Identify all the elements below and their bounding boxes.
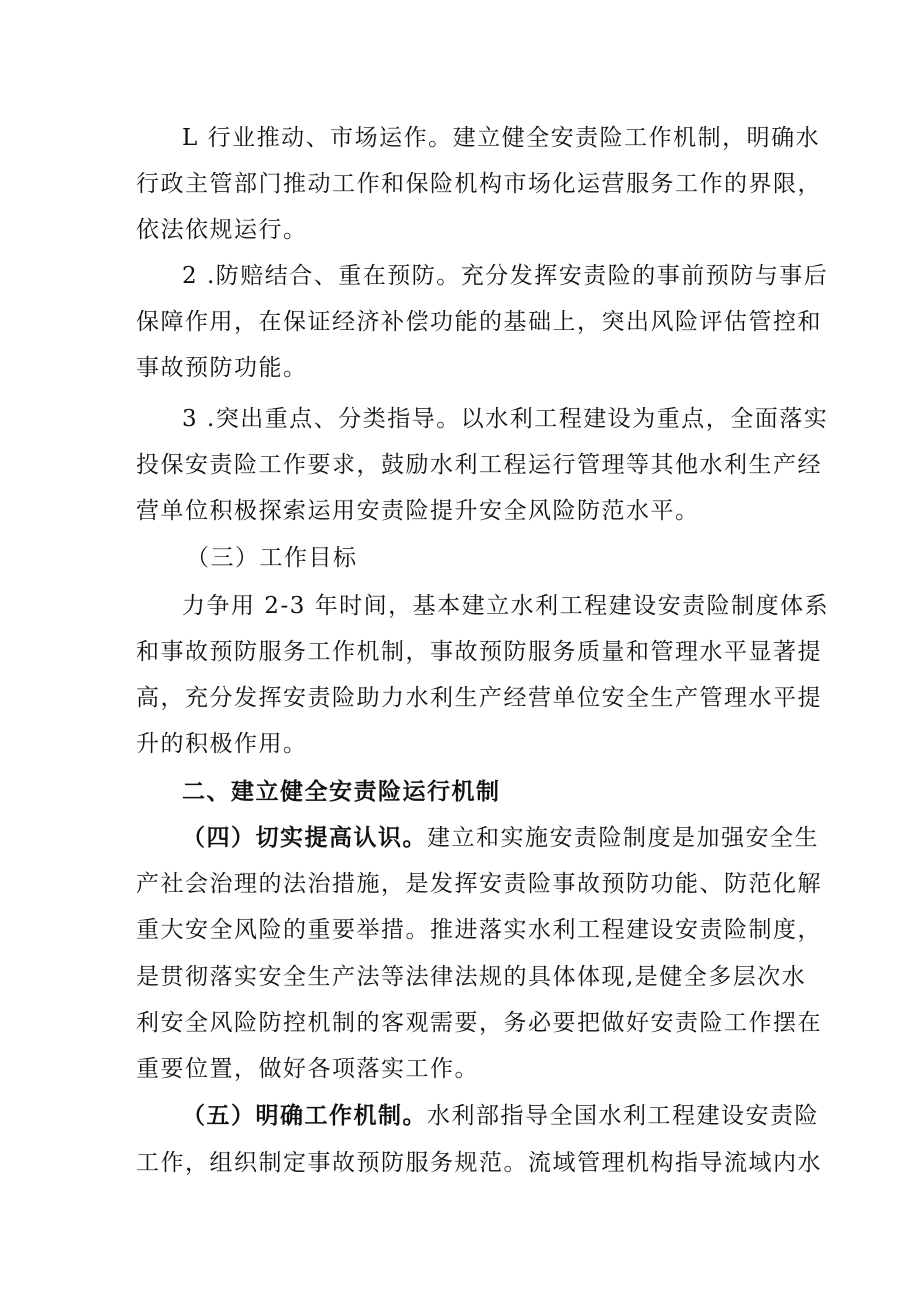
paragraph-4-line-4: 升的积极作用。 bbox=[136, 731, 308, 757]
paragraph-5-line-2: 产社会治理的法治措施，是发挥安责险事故预防功能、防范化解 bbox=[136, 871, 822, 897]
paragraph-4-line-2: 和事故预防服务工作机制，事故预防服务质量和管理水平显著提 bbox=[136, 639, 822, 665]
paragraph-5-line-3: 重大安全风险的重要举措。推进落实水利工程建设安责险制度， bbox=[136, 917, 822, 943]
paragraph-5-line-1-rest: 建立和实施安责险制度是加强安全生 bbox=[427, 825, 819, 851]
paragraph-4-line-3: 高，充分发挥安责险助力水利生产经营单位安全生产管理水平提 bbox=[136, 685, 822, 711]
paragraph-5-line-5: 利安全风险防控机制的客观需要，务必要把做好安责险工作摆在 bbox=[136, 1010, 822, 1036]
paragraph-5-line-1 bbox=[182, 822, 819, 854]
paragraph-3-line-1: 3 .突出重点、分类指导。以水利工程建设为重点，全面落实 bbox=[182, 406, 829, 432]
paragraph-2-line-3: 事故预防功能。 bbox=[136, 355, 308, 381]
paragraph-1-line-3: 依法依规运行。 bbox=[136, 217, 308, 243]
paragraph-2-line-2: 保障作用，在保证经济补偿功能的基础上，突出风险评估管控和 bbox=[136, 309, 822, 335]
paragraph-6-line-1-rest: 水利部指导全国水利工程建设安责险 bbox=[427, 1103, 819, 1129]
paragraph-1-line-1: L 行业推动、市场运作。建立健全安责险工作机制，明确水 bbox=[182, 125, 821, 151]
paragraph-6-lead: （五）明确工作机制。 bbox=[182, 1103, 427, 1129]
heading-work-goals: （三）工作目标 bbox=[186, 545, 358, 571]
paragraph-6-line-1 bbox=[182, 1100, 819, 1132]
paragraph-1-line-2: 行政主管部门推动工作和保险机构市场化运营服务工作的界限， bbox=[136, 171, 822, 197]
paragraph-5-line-6: 重要位置，做好各项落实工作。 bbox=[136, 1056, 479, 1082]
paragraph-3-line-3: 营单位积极探索运用安责险提升安全风险防范水平。 bbox=[136, 498, 700, 524]
paragraph-2-line-1: 2 .防赔结合、重在预防。充分发挥安责险的事前预防与事后 bbox=[182, 263, 829, 289]
paragraph-3-line-2: 投保安责险工作要求，鼓励水利工程运行管理等其他水利生产经 bbox=[136, 452, 822, 478]
paragraph-6-line-2: 工作，组织制定事故预防服务规范。流域管理机构指导流域内水 bbox=[136, 1150, 822, 1176]
paragraph-5-line-4: 是贯彻落实安全生产法等法律法规的具体体现,是健全多层次水 bbox=[136, 964, 807, 990]
paragraph-5-lead: （四）切实提高认识。 bbox=[182, 825, 427, 851]
paragraph-4-line-1: 力争用 2-3 年时间，基本建立水利工程建设安责险制度体系 bbox=[182, 593, 830, 619]
section-2-heading: 二、建立健全安责险运行机制 bbox=[182, 779, 501, 805]
